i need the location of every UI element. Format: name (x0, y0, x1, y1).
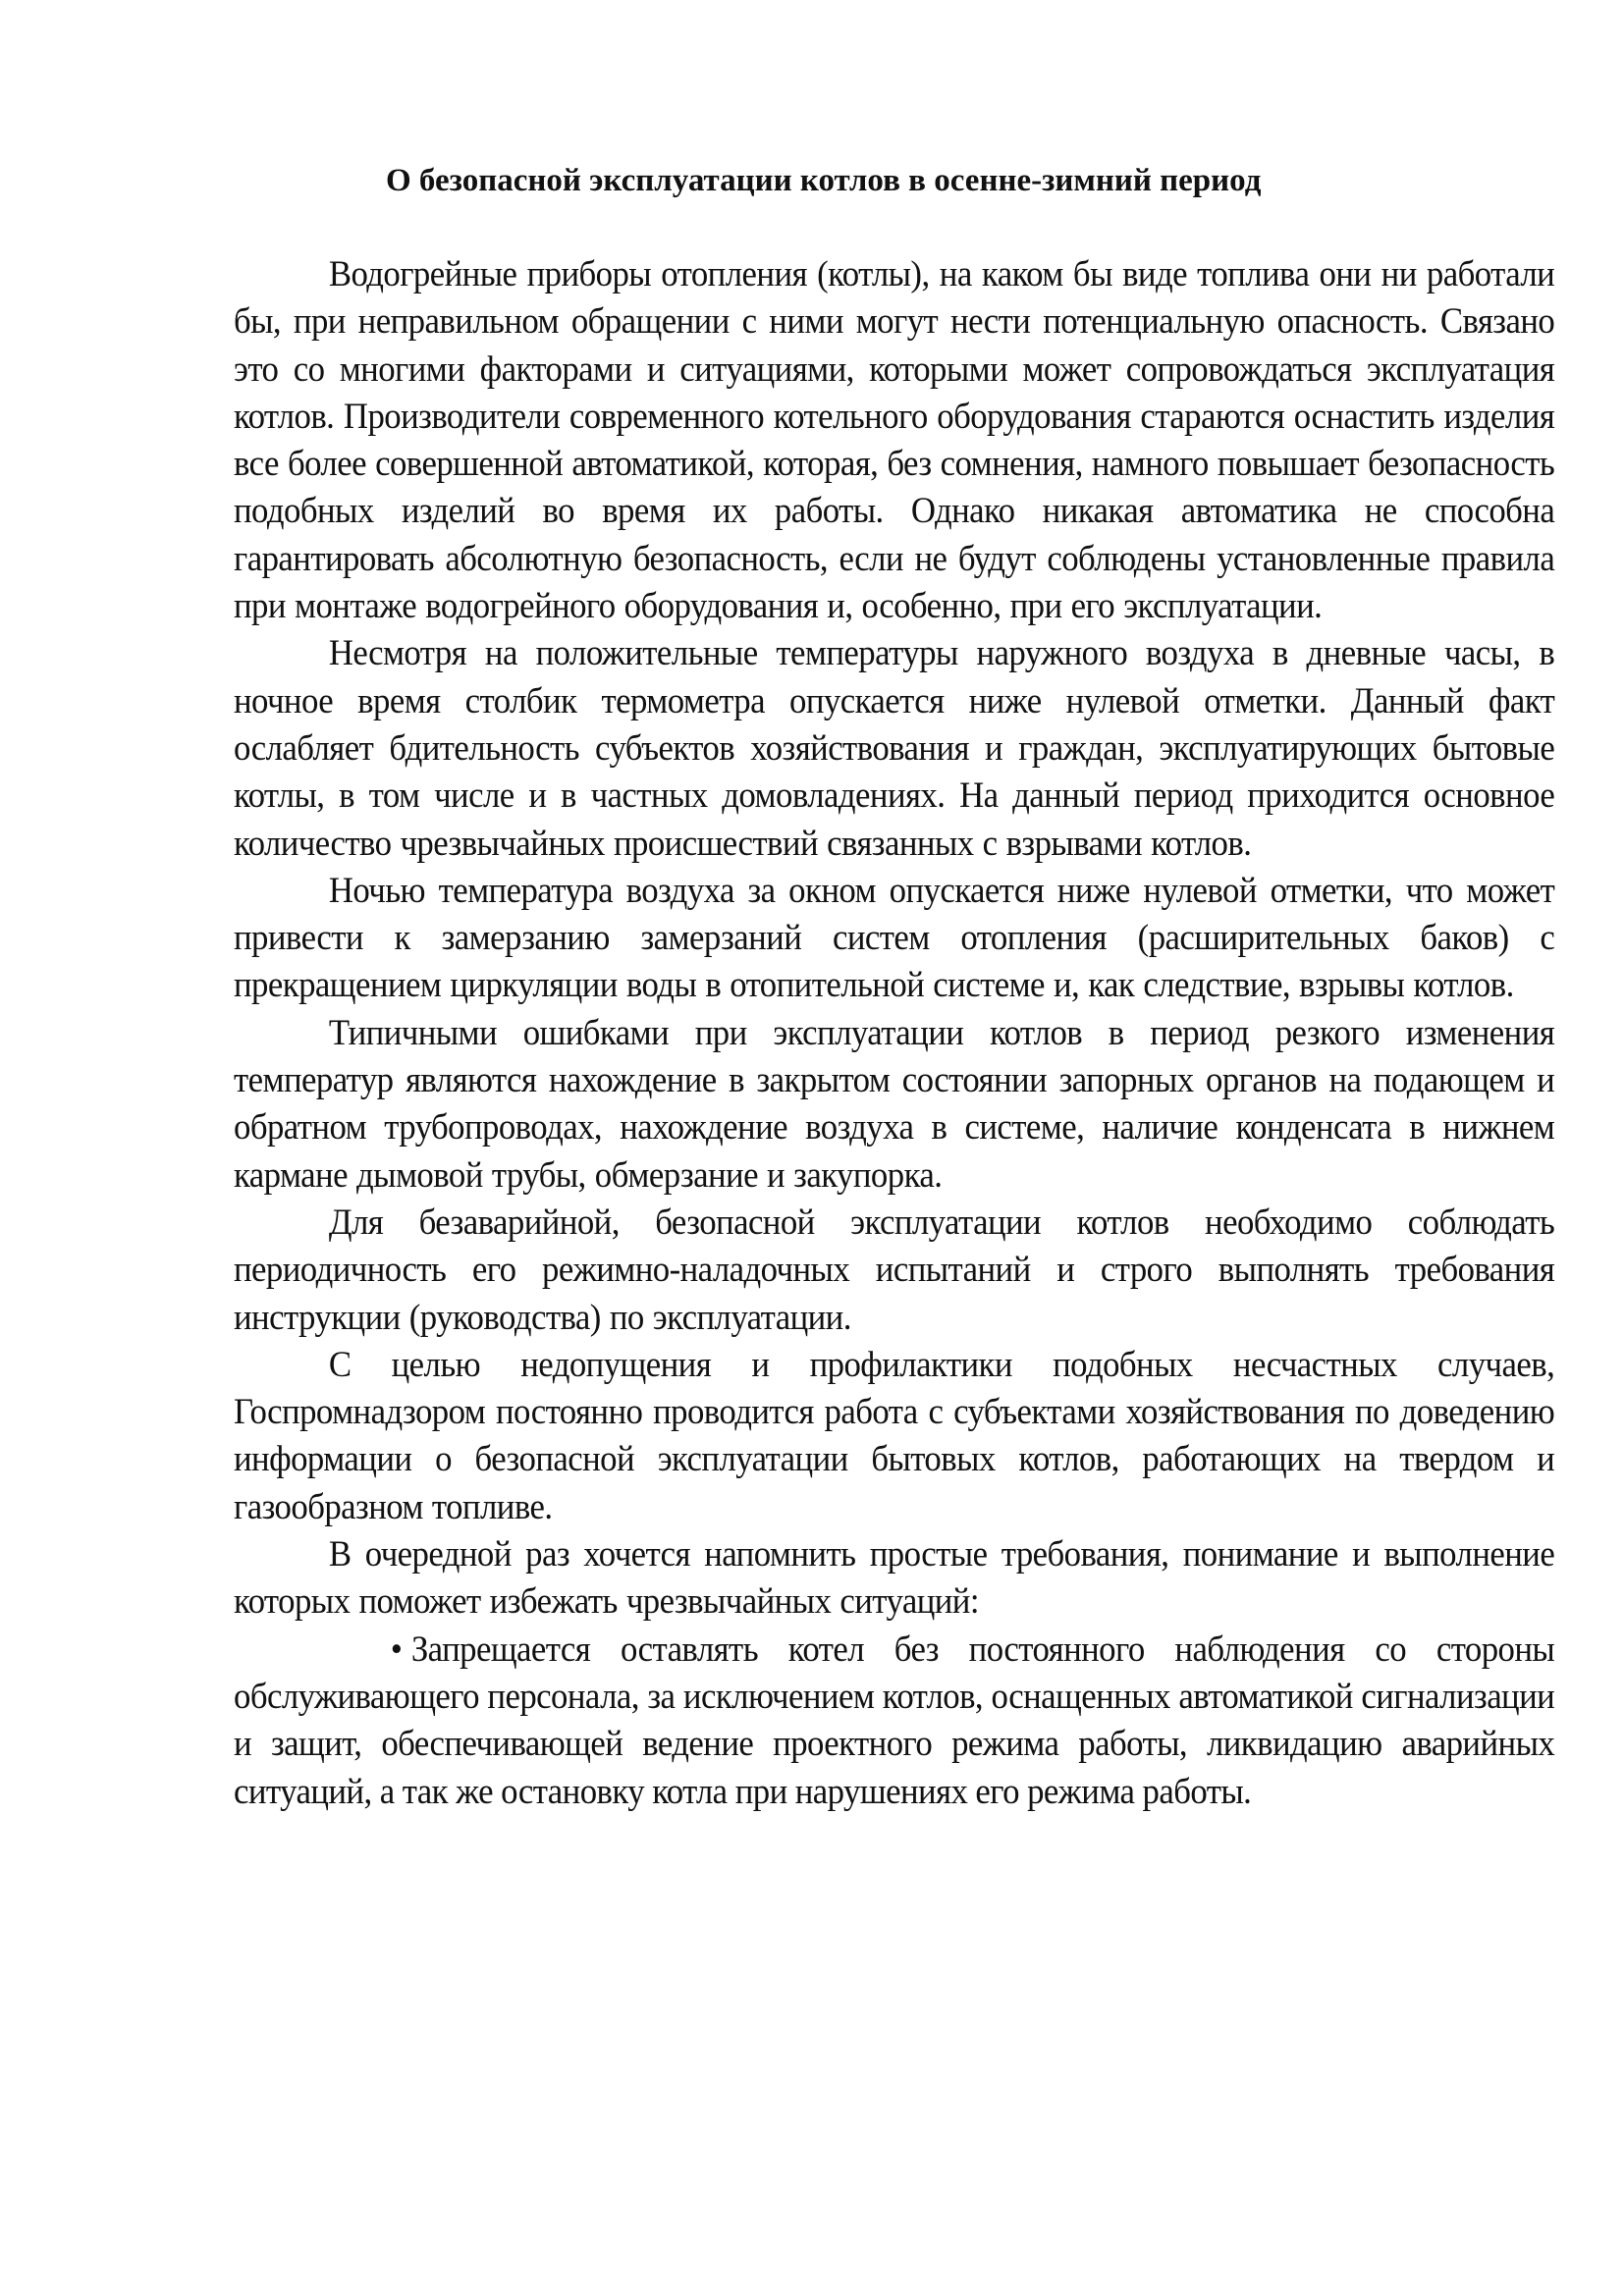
paragraph-7: В очередной раз хочется напомнить простые требования, понимание и выполнение которых поможет избежать чрезвычайных ситуаций: (234, 1534, 1555, 1623)
paragraph-3: Ночью температура воздуха за окном опускается ниже нулевой отметки, что может привести к замерзанию замерзаний систем отопления (расширительных баков) с прекращением циркуляции воды в отопительной системе и, как следствие, взрывы котлов. (234, 870, 1555, 1006)
paragraph-2: Несмотря на положительные температуры наружного воздуха в дневные часы, в ночное время столбик термометра опускается ниже нулевой отметки. Данный факт ослабляет бдительность субъектов хозяйствования и граждан, эксплуатирующих бытовые котлы, в том числе и в частных домовладениях. На данный период приходится основное количество чрезвычайных происшествий связанных с взрывами котлов. (234, 633, 1555, 864)
paragraph-5: Для безаварийной, безопасной эксплуатации котлов необходимо соблюдать периодичность его режимно-наладочных испытаний и строго выполнять требования инструкции (руководства) по эксплуатации. (234, 1201, 1555, 1338)
paragraph-1: Водогрейные приборы отопления (котлы), на каком бы виде топлива они ни работали бы, при неправильном обращении с ними могут нести потенциальную опасность. Связано это со многими факторами и ситуациями, которыми может сопровождаться эксплуатация котлов. Производители современного котельного оборудования стараются оснастить изделия все более совершенной автоматикой, которая, без сомнения, намного повышает безопасность подобных изделий во время их работы. Однако никакая автоматика не способна гарантировать абсолютную безопасность, если не будут соблюдены установленные правила при монтаже водогрейного оборудования и, особенно, при его эксплуатации. (234, 254, 1555, 627)
paragraph-4: Типичными ошибками при эксплуатации котлов в период резкого изменения температур являются нахождение в закрытом состоянии запорных органов на подающем и обратном трубопроводах, нахождение воздуха в системе, наличие конденсата в нижнем кармане дымовой трубы, обмерзание и закупорка. (234, 1012, 1555, 1196)
document-title: О безопасной эксплуатации котлов в осенне-зимний период (386, 163, 1262, 198)
bullet-icon: • (390, 1629, 403, 1670)
paragraph-6: С целью недопущения и профилактики подобных несчастных случаев, Госпромнадзором постоянно проводится работа с субъектами хозяйствования по доведению информации о безопасной эксплуатации бытовых котлов, работающих на твердом и газообразном топливе. (234, 1344, 1555, 1527)
document-page (234, 157, 1554, 1816)
bullet-text: Запрещается оставлять котел без постоянного наблюдения со стороны обслуживающего персонала, за исключением котлов, оснащенных автоматикой сигнализации и защит, обеспечивающей ведение проектного режима работы, ликвидацию аварийных ситуаций, а так же остановку котла при нарушениях его режима работы. (234, 1629, 1555, 1812)
bullet-item (234, 1627, 1554, 1816)
